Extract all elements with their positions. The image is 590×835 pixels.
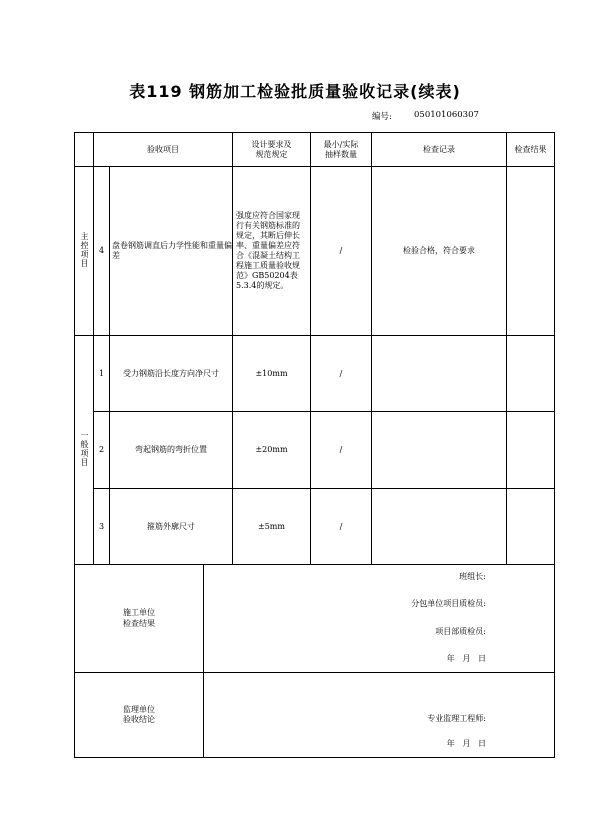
- construction-label-line1: 施工单位: [123, 608, 155, 618]
- header-sample: [311, 133, 372, 167]
- design-requirement: ±20mm: [233, 412, 311, 489]
- construction-date: 年 月 日: [446, 654, 486, 663]
- design-requirement: 强度应符合国家现行有关钢筋标准的规定，其断后伸长率、重量偏差应符合《混凝土结构工程施工质量验收规范》GB50204表5.3.4的规定。: [233, 167, 311, 336]
- supervision-label-line1: 监理单位: [123, 704, 155, 714]
- supervision-date: 年 月 日: [446, 739, 486, 748]
- check-record: 检验合格，符合要求: [372, 167, 507, 336]
- supervision-label-line2: 验收结论: [123, 715, 155, 724]
- main-control-label: 主控项目: [80, 231, 89, 268]
- header-row: [75, 133, 555, 167]
- sample-count: /: [311, 489, 372, 565]
- item-name: 受力钢筋沿长度方向净尺寸: [110, 336, 233, 412]
- header-sample-line2: 抽样数量: [325, 149, 357, 159]
- construction-label: [75, 565, 204, 673]
- general-row: [75, 412, 555, 489]
- header-record: 检查记录: [372, 133, 507, 167]
- row-number: 2: [94, 412, 110, 489]
- supervision-signatures: [204, 673, 555, 758]
- header-design-line2: 规范规定: [255, 149, 288, 159]
- check-result: [507, 412, 555, 489]
- header-result: 检查结果: [507, 133, 555, 167]
- code-label: 编号:: [372, 112, 392, 122]
- sample-count: /: [311, 336, 372, 412]
- header-sample-line1: 最小/实际: [323, 139, 359, 149]
- row-number: 4: [94, 167, 110, 336]
- project-inspector-label: 项目部质检员:: [435, 627, 486, 636]
- general-row: [75, 489, 555, 565]
- header-design: [233, 133, 311, 167]
- check-record: [372, 489, 507, 565]
- page-title: 表119 钢筋加工检验批质量验收记录(续表): [129, 82, 461, 101]
- inspection-table: [74, 132, 555, 565]
- check-result: [507, 336, 555, 412]
- code-value: 050101060307: [414, 110, 479, 120]
- general-row: [75, 336, 555, 412]
- general-label: 一般项目: [80, 430, 89, 467]
- check-result: [507, 167, 555, 336]
- header-design-line1: 设计要求及: [251, 139, 292, 149]
- supervision-label: [75, 673, 204, 758]
- signature-table: [74, 564, 555, 758]
- sample-count: /: [311, 412, 372, 489]
- check-record: [372, 336, 507, 412]
- team-leader-label: 班组长:: [459, 572, 486, 581]
- check-record: [372, 412, 507, 489]
- sub-inspector-label: 分包单位项目质检员:: [411, 599, 486, 608]
- sample-count: /: [311, 167, 372, 336]
- header-empty-cell: [75, 133, 94, 167]
- item-name: 箍筋外廓尺寸: [110, 489, 233, 565]
- item-name: 盘卷钢筋调直后力学性能和重量偏差: [110, 167, 233, 336]
- construction-row: [75, 565, 555, 673]
- design-requirement: ±5mm: [233, 489, 311, 565]
- header-item: 验收项目: [94, 133, 233, 167]
- construction-signatures: [204, 565, 555, 673]
- construction-label-line2: 检查结果: [123, 618, 155, 628]
- supervision-engineer-label: 专业监理工程师:: [427, 714, 486, 723]
- check-result: [507, 489, 555, 565]
- supervision-row: [75, 673, 555, 758]
- row-number: 1: [94, 336, 110, 412]
- row-number: 3: [94, 489, 110, 565]
- main-control-group: [75, 167, 94, 336]
- general-group: [75, 336, 94, 565]
- main-control-row: [75, 167, 555, 336]
- item-name: 弯起钢筋的弯折位置: [110, 412, 233, 489]
- design-requirement: ±10mm: [233, 336, 311, 412]
